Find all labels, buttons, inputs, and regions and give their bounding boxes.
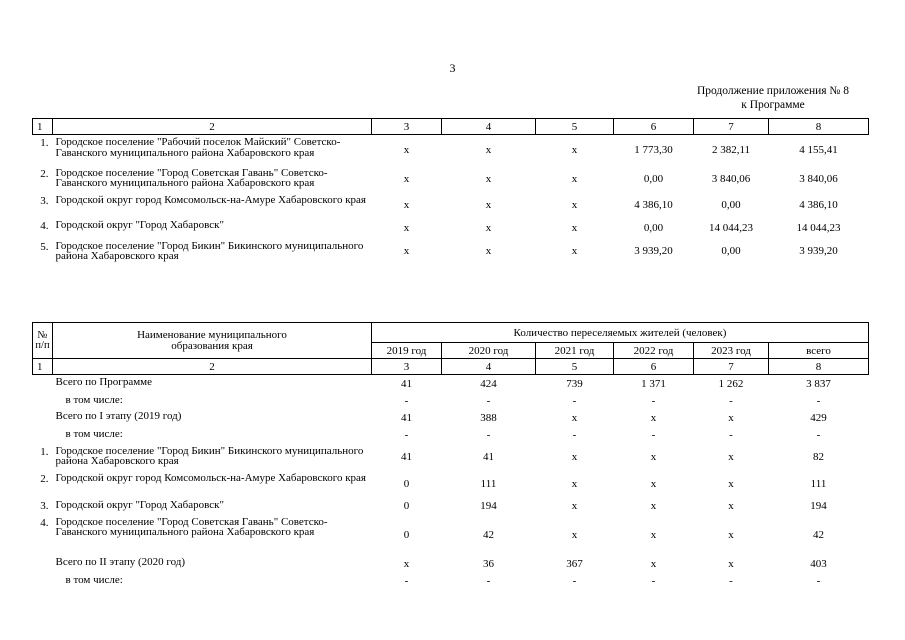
- row-name: Городское поселение "Город Бикин" Бикинского муниципального района Хабаровского края: [55, 239, 364, 262]
- cell-c6: 0,00: [643, 222, 664, 234]
- cell-c7: x: [728, 500, 734, 512]
- cell-c3: 0: [403, 500, 410, 512]
- col-header-group: Количество переселяемых жителей (человек): [372, 323, 869, 343]
- cell-c6: 1 371: [641, 377, 666, 390]
- col-header-4: 4: [442, 119, 536, 135]
- cell-c3: x: [403, 199, 410, 211]
- table-row: [33, 375, 869, 393]
- row-name: в том числе:: [65, 573, 123, 586]
- col-header-year: всего: [769, 343, 869, 359]
- row-name: Всего по II этапу (2020 год): [55, 555, 186, 568]
- cell-c6: 3 939,20: [634, 244, 673, 257]
- cell-c8: 194: [810, 500, 827, 512]
- cell-c8: 42: [813, 528, 824, 541]
- table-funding: [32, 118, 869, 263]
- table-row: [33, 166, 869, 193]
- col-header-year: 2023 год: [694, 343, 769, 359]
- col-header-year: 2022 год: [614, 343, 694, 359]
- cell-c4: 388: [480, 411, 497, 424]
- cell-c7: -: [729, 394, 733, 407]
- cell-c6: 1 773,30: [634, 144, 673, 157]
- col-header-no: № п/п: [33, 323, 53, 359]
- cell-c3: x: [403, 222, 410, 234]
- cell-c8: 111: [810, 478, 827, 490]
- row-number: [33, 555, 53, 573]
- table-row: [33, 498, 869, 515]
- cell-c3: 41: [401, 377, 412, 390]
- cell-c5: x: [571, 222, 578, 234]
- row-name: Городской округ город Комсомольск-на-Амуре Хабаровского края: [55, 193, 366, 206]
- table-row: [33, 135, 869, 166]
- cell-c7: x: [728, 478, 734, 490]
- row-name: Всего по I этапу (2019 год): [55, 409, 182, 422]
- cell-c6: x: [650, 478, 657, 490]
- cell-c7: x: [728, 411, 734, 424]
- cell-c5: -: [572, 429, 577, 441]
- page-number: 3: [449, 61, 456, 75]
- cell-c7: 3 840,06: [711, 173, 751, 185]
- cell-c8: 3 840,06: [799, 173, 838, 185]
- cell-c5: x: [571, 451, 578, 463]
- cell-c5: x: [571, 173, 578, 185]
- appendix-caption: [673, 84, 873, 112]
- table-row: [33, 193, 869, 218]
- cell-c4: -: [486, 429, 491, 441]
- cell-c8: -: [816, 429, 821, 441]
- cell-c8: 3 837: [806, 377, 831, 390]
- cell-c6: x: [650, 411, 657, 424]
- col-header-4: 4: [442, 359, 536, 375]
- cell-c4: x: [485, 222, 492, 234]
- row-number: 2.: [40, 472, 49, 485]
- cell-c6: -: [651, 394, 656, 407]
- col-header-3: 3: [372, 119, 442, 135]
- table-residents: [32, 322, 869, 589]
- cell-c5: x: [571, 411, 578, 424]
- cell-c5: 367: [566, 557, 583, 570]
- col-header-3: 3: [372, 359, 442, 375]
- cell-c4: 424: [480, 377, 497, 390]
- cell-c5: x: [571, 528, 578, 541]
- cell-c5: x: [571, 244, 578, 257]
- cell-c3: 41: [401, 451, 412, 463]
- cell-c7: 2 382,11: [711, 144, 751, 157]
- header-row: [33, 119, 869, 135]
- cell-c5: x: [571, 144, 578, 157]
- cell-c7: 14 044,23: [709, 222, 753, 234]
- cell-c7: 0,00: [721, 199, 741, 211]
- table-row: [33, 239, 869, 263]
- cell-c8: -: [816, 394, 821, 407]
- col-header-year: 2021 год: [536, 343, 614, 359]
- table-row: [33, 427, 869, 444]
- row-number: 5.: [40, 240, 49, 253]
- cell-c6: x: [650, 451, 657, 463]
- table-row: [33, 515, 869, 555]
- row-number: [33, 375, 53, 393]
- cell-c8: 4 386,10: [799, 199, 838, 211]
- col-header-1: 1: [33, 359, 53, 375]
- row-number: 4.: [40, 516, 49, 529]
- cell-c3: 41: [401, 411, 412, 424]
- table-row: [33, 471, 869, 498]
- row-name: Городской округ "Город Хабаровск": [55, 218, 225, 231]
- row-number: 3.: [40, 194, 49, 207]
- cell-c6: x: [650, 557, 657, 570]
- cell-c5: -: [572, 394, 577, 407]
- col-header-name: Наименование муниципального образования края: [53, 323, 372, 359]
- row-number: [33, 427, 53, 444]
- table-row: [33, 555, 869, 573]
- cell-c4: 111: [480, 478, 497, 490]
- cell-c7: x: [728, 557, 734, 570]
- row-name: Городское поселение "Город Советская Гавань" Советско-Гаванского муниципального района Хабаровского края: [55, 166, 328, 189]
- cell-c3: x: [403, 244, 410, 257]
- cell-c4: 36: [483, 557, 494, 570]
- row-number: [33, 573, 53, 589]
- cell-c5: 739: [566, 377, 583, 390]
- row-number: [33, 409, 53, 427]
- row-number: 1.: [40, 445, 49, 458]
- cell-c8: 3 939,20: [799, 244, 838, 257]
- row-number: 2.: [40, 167, 49, 180]
- cell-c7: 0,00: [721, 244, 741, 257]
- cell-c3: x: [403, 144, 410, 157]
- cell-c4: -: [486, 394, 491, 407]
- cell-c6: 0,00: [643, 173, 664, 185]
- cell-c4: x: [485, 244, 492, 257]
- cell-c3: -: [404, 429, 409, 441]
- cell-c8: 403: [810, 557, 827, 570]
- cell-c6: 4 386,10: [634, 199, 673, 211]
- row-number: 1.: [40, 137, 49, 149]
- table-row: [33, 573, 869, 589]
- cell-c4: x: [485, 144, 492, 157]
- cell-c6: x: [650, 500, 657, 512]
- cell-c8: 4 155,41: [799, 144, 838, 157]
- cell-c4: 41: [483, 451, 494, 463]
- cell-c3: 0: [403, 478, 410, 490]
- col-header-1: 1: [33, 119, 53, 135]
- row-name: Городской округ город Комсомольск-на-Амуре Хабаровского края: [55, 471, 366, 484]
- cell-c3: x: [403, 557, 410, 570]
- col-header-2: 2: [53, 119, 372, 135]
- row-name: Городской округ "Город Хабаровск": [55, 498, 225, 511]
- cell-c6: -: [651, 574, 656, 587]
- cell-c8: 82: [813, 451, 824, 463]
- cell-c4: -: [486, 574, 491, 587]
- table-row: [33, 218, 869, 239]
- cell-c4: x: [485, 173, 492, 185]
- row-number: 4.: [40, 219, 49, 232]
- cell-c7: x: [728, 528, 734, 541]
- cell-c8: -: [816, 574, 821, 587]
- col-header-5: 5: [536, 119, 614, 135]
- col-header-2: 2: [53, 359, 372, 375]
- cell-c3: 0: [403, 528, 410, 541]
- cell-c6: -: [651, 429, 656, 441]
- table-row: [33, 444, 869, 471]
- cell-c5: x: [571, 478, 578, 490]
- cell-c3: x: [403, 173, 410, 185]
- col-header-7: 7: [694, 119, 769, 135]
- row-name: в том числе:: [65, 427, 123, 440]
- cell-c3: -: [404, 394, 409, 407]
- row-name: Городское поселение "Рабочий поселок Майский" Советско-Гаванского муниципального района Хабаровского края: [55, 136, 341, 159]
- cell-c8: 14 044,23: [796, 222, 841, 234]
- col-header-year: 2019 год: [372, 343, 442, 359]
- cell-c7: x: [728, 451, 734, 463]
- cell-c4: 194: [480, 500, 497, 512]
- row-number: 3.: [40, 499, 49, 512]
- cell-c7: -: [729, 429, 733, 441]
- cell-c8: 429: [810, 411, 827, 424]
- appendix-line-1: Продолжение приложения № 8: [696, 85, 850, 97]
- col-header-5: 5: [536, 359, 614, 375]
- row-number: [33, 393, 53, 409]
- row-name: Всего по Программе: [55, 376, 153, 388]
- col-header-year: 2020 год: [442, 343, 536, 359]
- cell-c5: -: [572, 574, 577, 587]
- cell-c4: 42: [483, 528, 494, 541]
- col-header-8: 8: [769, 359, 869, 375]
- row-name: в том числе:: [65, 393, 123, 406]
- row-name: Городское поселение "Город Бикин" Бикинского муниципального района Хабаровского края: [55, 444, 364, 467]
- cell-c7: 1 262: [718, 377, 744, 390]
- col-header-7: 7: [694, 359, 769, 375]
- cell-c4: x: [485, 199, 492, 211]
- table-row: [33, 409, 869, 427]
- col-header-8: 8: [769, 119, 869, 135]
- cell-c7: -: [729, 574, 733, 587]
- cell-c5: x: [571, 500, 578, 512]
- col-header-6: 6: [614, 119, 694, 135]
- cell-c3: -: [404, 574, 409, 587]
- col-header-6: 6: [614, 359, 694, 375]
- appendix-line-2: к Программе: [741, 99, 805, 111]
- table-row: [33, 393, 869, 409]
- header-row: [33, 359, 869, 375]
- row-name: Городское поселение "Город Советская Гавань" Советско-Гаванского муниципального района Хабаровского края: [55, 515, 328, 538]
- cell-c6: x: [650, 528, 657, 541]
- cell-c5: x: [571, 199, 578, 211]
